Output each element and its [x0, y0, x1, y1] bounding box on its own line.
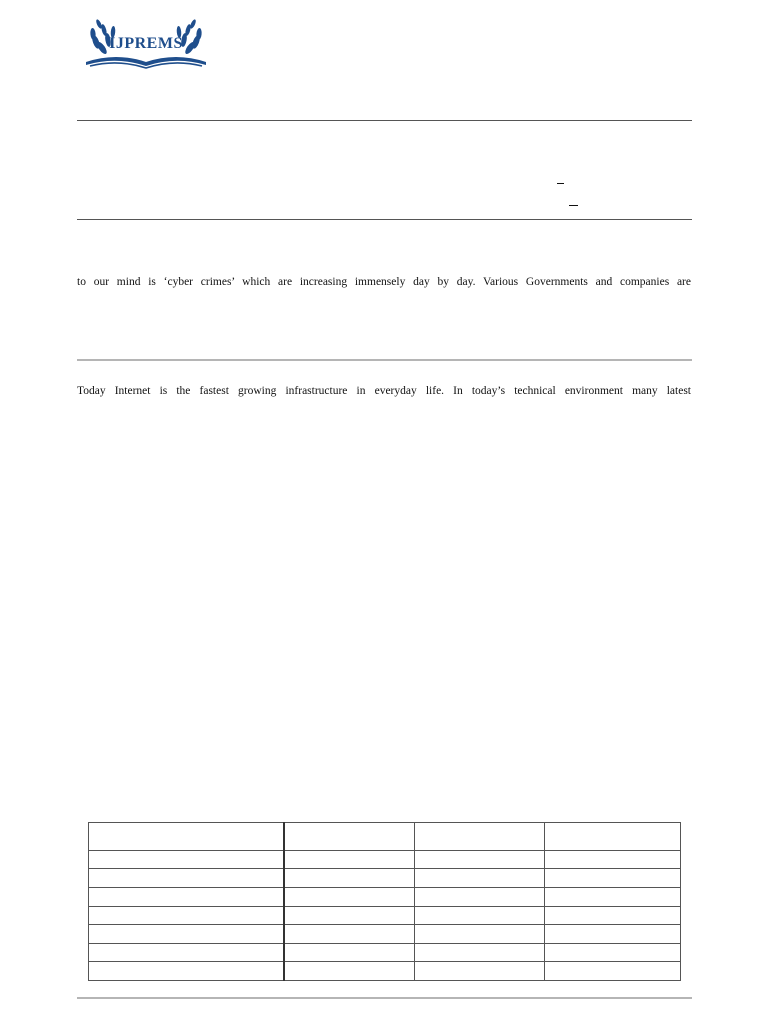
table-header-cell — [415, 823, 545, 851]
table-cell — [545, 962, 681, 981]
table-row — [89, 869, 681, 888]
table-header-cell — [284, 823, 415, 851]
section-divider — [77, 359, 692, 361]
table-cell — [284, 925, 415, 944]
table-row — [89, 925, 681, 944]
table-cell — [89, 925, 284, 944]
table-row — [89, 888, 681, 907]
header-top-rule — [77, 120, 692, 121]
table-cell — [89, 888, 284, 907]
table-header-cell — [89, 823, 284, 851]
table-cell — [415, 943, 545, 962]
introduction-text-line: Today Internet is the fastest growing infrastructure in everyday life. In today’s technical environment many latest — [77, 385, 691, 397]
table-cell — [415, 962, 545, 981]
table-cell — [284, 869, 415, 888]
table-cell — [284, 962, 415, 981]
header-bottom-rule — [77, 219, 692, 220]
table-row — [89, 962, 681, 981]
table-cell — [284, 888, 415, 907]
table-cell — [545, 888, 681, 907]
table-cell — [545, 869, 681, 888]
data-table — [88, 822, 681, 981]
table-cell — [89, 869, 284, 888]
table-cell — [415, 925, 545, 944]
table-header-row — [89, 823, 681, 851]
table-cell — [89, 850, 284, 869]
table-row — [89, 906, 681, 925]
table-cell — [415, 850, 545, 869]
table-row — [89, 850, 681, 869]
table-cell — [284, 943, 415, 962]
journal-logo — [82, 18, 210, 70]
table-row — [89, 943, 681, 962]
table-cell — [89, 962, 284, 981]
table-cell — [545, 925, 681, 944]
table-cell — [89, 943, 284, 962]
table-cell — [284, 850, 415, 869]
table-cell — [415, 906, 545, 925]
affiliation-dash-mark — [569, 205, 578, 206]
footer-rule — [77, 997, 692, 999]
table-header-cell — [545, 823, 681, 851]
table-cell — [415, 869, 545, 888]
table-cell — [415, 888, 545, 907]
table-cell — [545, 850, 681, 869]
affiliation-dash-mark — [557, 183, 564, 184]
logo-text: IJPREMS — [109, 35, 183, 52]
abstract-text-line: to our mind is ‘cyber crimes’ which are increasing immensely day by day. Various Governments and companies are — [77, 276, 691, 288]
table-cell — [89, 906, 284, 925]
table-cell — [284, 906, 415, 925]
table-cell — [545, 943, 681, 962]
table-cell — [545, 906, 681, 925]
